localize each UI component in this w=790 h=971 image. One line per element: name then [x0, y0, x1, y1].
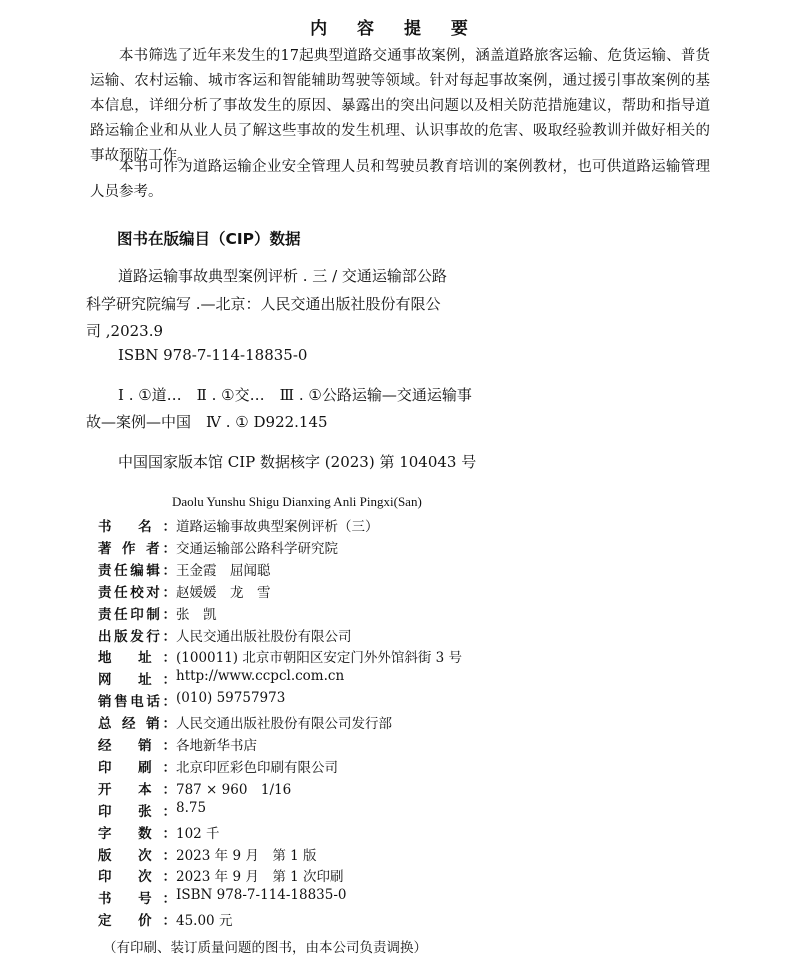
- detail-row: [98, 537, 338, 557]
- detail-label: 书 号：: [98, 891, 176, 908]
- detail-row: [98, 865, 344, 885]
- cip-line-2: 科学研究院编写 .—北京：人民交通出版社股份有限公: [86, 295, 441, 313]
- detail-value: 人民交通出版社股份有限公司发行部: [176, 716, 392, 733]
- detail-value: 102 千: [176, 825, 220, 842]
- detail-value: http://www.ccpcl.com.cn: [176, 668, 345, 685]
- detail-value: 人民交通出版社股份有限公司: [176, 628, 352, 645]
- detail-row: [98, 844, 317, 864]
- summary-paragraph-2: 本书可作为道路运输企业安全管理人员和驾驶员教育培训的案例教材，也可供道路运输管理人员参考。: [90, 159, 710, 200]
- quality-note: （有印刷、装订质量问题的图书，由本公司负责调换）: [103, 940, 427, 956]
- detail-label: 版 次：: [98, 847, 176, 864]
- detail-value: 45.00 元: [176, 913, 233, 930]
- detail-label: 责任编辑：: [98, 562, 176, 579]
- detail-row: [98, 800, 206, 820]
- detail-row: [98, 625, 352, 645]
- detail-label: 责任印制：: [98, 606, 176, 623]
- detail-label: 印 刷：: [98, 759, 176, 776]
- detail-row: [98, 778, 291, 798]
- detail-label: 地 址：: [98, 650, 176, 667]
- detail-label: 定 价：: [98, 913, 176, 930]
- detail-label: 印 次：: [98, 869, 176, 886]
- detail-row: [98, 515, 379, 535]
- cip-line-5: Ⅰ . ①道… Ⅱ . ①交… Ⅲ . ①公路运输—交通运输事: [118, 386, 472, 404]
- detail-row: [98, 909, 232, 929]
- detail-row: [98, 581, 271, 601]
- detail-row: [98, 603, 217, 623]
- detail-value: 各地新华书店: [176, 738, 257, 754]
- detail-row: [98, 822, 220, 842]
- cip-line-1: 道路运输事故典型案例评析 . 三 / 交通运输部公路: [118, 267, 447, 285]
- detail-value: 张 凯: [176, 606, 217, 623]
- cip-data-number: 中国国家版本馆 CIP 数据核字 (2023) 第 104043 号: [118, 453, 477, 471]
- detail-label: 书 名：: [98, 519, 176, 535]
- detail-label: 出版发行：: [98, 628, 176, 645]
- detail-label: 印 张：: [98, 803, 176, 820]
- detail-label: 经 销：: [98, 738, 176, 754]
- detail-row: [98, 887, 347, 907]
- detail-value: 2023 年 9 月 第 1 版: [176, 847, 317, 864]
- detail-value: (100011) 北京市朝阳区安定门外外馆斜街 3 号: [176, 650, 463, 667]
- detail-row: [98, 668, 344, 688]
- detail-row: [98, 646, 462, 666]
- detail-row: [98, 734, 257, 754]
- detail-value: ISBN 978-7-114-18835-0: [176, 887, 347, 904]
- detail-value: 北京印匠彩色印刷有限公司: [176, 759, 338, 776]
- detail-value: 2023 年 9 月 第 1 次印刷: [176, 869, 344, 886]
- cip-title: 图书在版编目（CIP）数据: [117, 230, 301, 248]
- cip-line-6: 故—案例—中国 Ⅳ . ① D922.145: [86, 413, 328, 431]
- detail-value: 赵媛媛 龙 雪: [176, 584, 271, 601]
- detail-label: 总 经 销：: [98, 716, 176, 733]
- detail-row: [98, 756, 338, 776]
- detail-row: [98, 712, 392, 732]
- detail-value: 王金霞 屈闻聪: [176, 562, 271, 579]
- detail-label: 网 址：: [98, 672, 176, 689]
- detail-value: 交通运输部公路科学研究院: [176, 540, 338, 557]
- detail-value: 8.75: [176, 799, 207, 816]
- detail-label: 销售电话：: [98, 694, 176, 711]
- detail-row: [98, 559, 271, 579]
- detail-label: 著 作 者：: [98, 540, 176, 557]
- detail-label: 责任校对：: [98, 584, 176, 601]
- detail-label: 字 数：: [98, 825, 176, 842]
- cip-isbn: ISBN 978-7-114-18835-0: [118, 346, 308, 364]
- detail-value: 道路运输事故典型案例评析（三）: [176, 519, 379, 535]
- detail-label: 开 本：: [98, 781, 176, 798]
- cip-line-3: 司 ,2023.9: [86, 322, 164, 340]
- detail-value: 787 × 960 1/16: [176, 781, 292, 798]
- summary-paragraph-1: 本书筛选了近年来发生的17起典型道路交通事故案例，涵盖道路旅客运输、危货运输、普货运输、农村运输、城市客运和智能辅助驾驶等领域。针对每起事故案例，通过援引事故案例的基本信息，详细分析了事故发生的原因、暴露出的突出问题以及相关防范措施建议，帮助和指导道路运输企业和从业人员了解这些事故的发生机理、认识事故的危害、吸取经验教训并做好相关的事故预防工作。: [90, 48, 710, 164]
- pinyin-title: Daolu Yunshu Shigu Dianxing Anli Pingxi(San): [172, 494, 422, 509]
- detail-value: (010) 59757973: [176, 690, 286, 707]
- detail-row: [98, 690, 285, 710]
- summary-heading: 内 容 提 要: [310, 19, 480, 39]
